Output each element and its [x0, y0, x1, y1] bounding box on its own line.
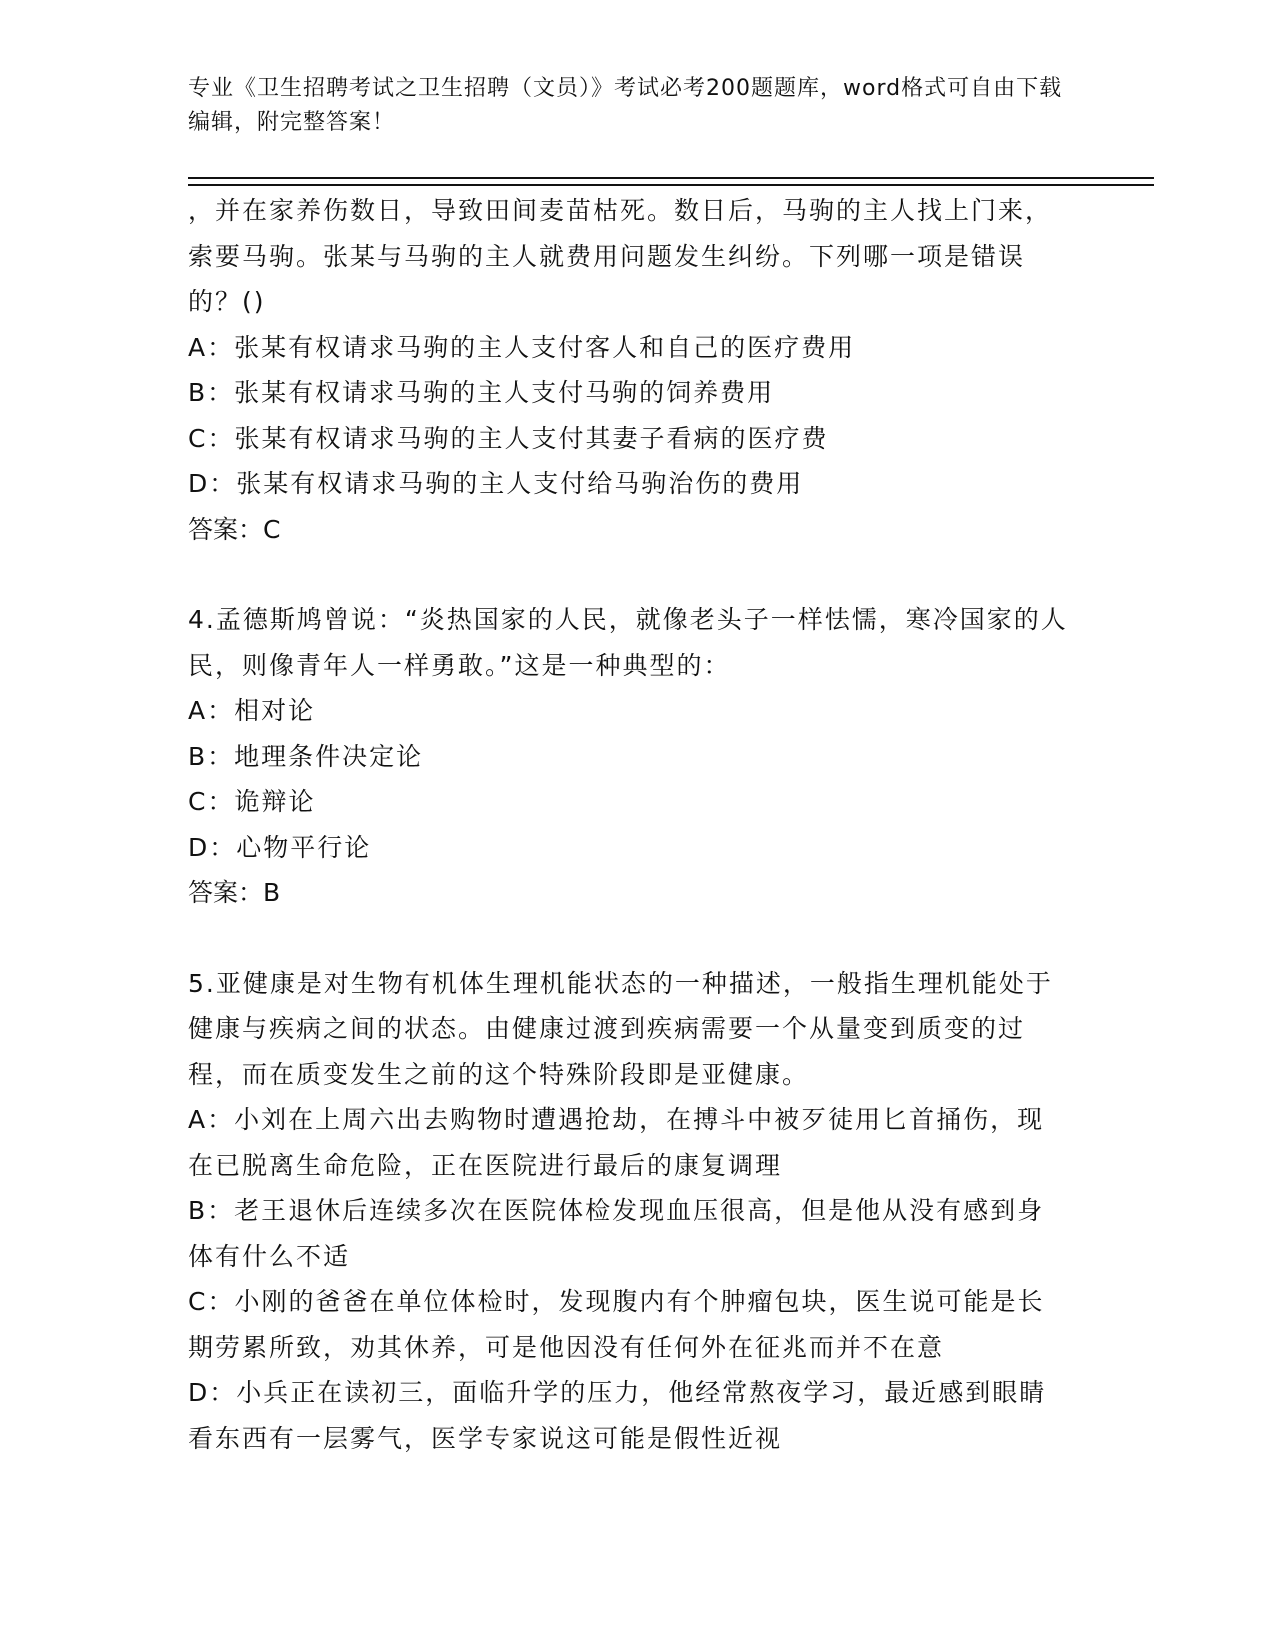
option-a: A：小刘在上周六出去购物时遭遇抢劫，在搏斗中被歹徒用匕首捅伤，现在已脱离生命危险，正在医院进行最后的康复调理 [188, 1105, 1045, 1180]
option-b: B：老王退休后连续多次在医院体检发现血压很高，但是他从没有感到身体有什么不适 [188, 1196, 1045, 1271]
option-c: C：诡辩论 [188, 787, 316, 816]
option-b: B：张某有权请求马驹的主人支付马驹的饲养费用 [188, 378, 775, 407]
option-a: A：张某有权请求马驹的主人支付客人和自己的医疗费用 [188, 332, 856, 362]
option-c: C：张某有权请求马驹的主人支付其妻子看病的医疗费 [188, 423, 829, 453]
question-list [188, 188, 1068, 1461]
header-divider-top [188, 177, 1154, 179]
question-text: 4.孟德斯鸠曾说：“炎热国家的人民，就像老头子一样怯懦，寒冷国家的人民，则像青年人一样勇敢。”这是一种典型的： [188, 605, 1068, 680]
question-block [188, 188, 1068, 552]
option-b: B：地理条件决定论 [188, 741, 424, 771]
option-a: A：相对论 [188, 696, 316, 725]
option-d: D：心物平行论 [188, 832, 372, 862]
answer-line: 答案：B [188, 878, 281, 907]
page-header [188, 72, 1068, 140]
option-c: C：小刚的爸爸在单位体检时，发现腹内有个肿瘤包块，医生说可能是长期劳累所致，劝其休养，可是他因没有任何外在征兆而并不在意 [188, 1287, 1045, 1362]
question-spacer [188, 916, 1068, 961]
question-text: ，并在家养伤数日，导致田间麦苗枯死。数日后，马驹的主人找上门来，索要马驹。张某与马驹的主人就费用问题发生纠纷。下列哪一项是错误的？() [188, 196, 1053, 316]
option-d: D：张某有权请求马驹的主人支付给马驹治伤的费用 [188, 469, 804, 498]
question-text: 5.亚健康是对生物有机体生理机能状态的一种描述，一般指生理机能处于健康与疾病之间的状态。由健康过渡到疾病需要一个从量变到质变的过程，而在质变发生之前的这个特殊阶段即是亚健康。 [188, 968, 1053, 1089]
header-title: 专业《卫生招聘考试之卫生招聘（文员）》考试必考200题题库，word格式可自由下载编辑，附完整答案！ [188, 76, 1063, 135]
header-divider-bottom [188, 184, 1154, 186]
question-block [188, 961, 1068, 1462]
question-spacer [188, 552, 1068, 597]
option-d: D：小兵正在读初三，面临升学的压力，他经常熬夜学习，最近感到眼睛看东西有一层雾气，医学专家说这可能是假性近视 [188, 1378, 1047, 1453]
answer-line: 答案：C [188, 514, 281, 544]
question-block [188, 597, 1068, 916]
